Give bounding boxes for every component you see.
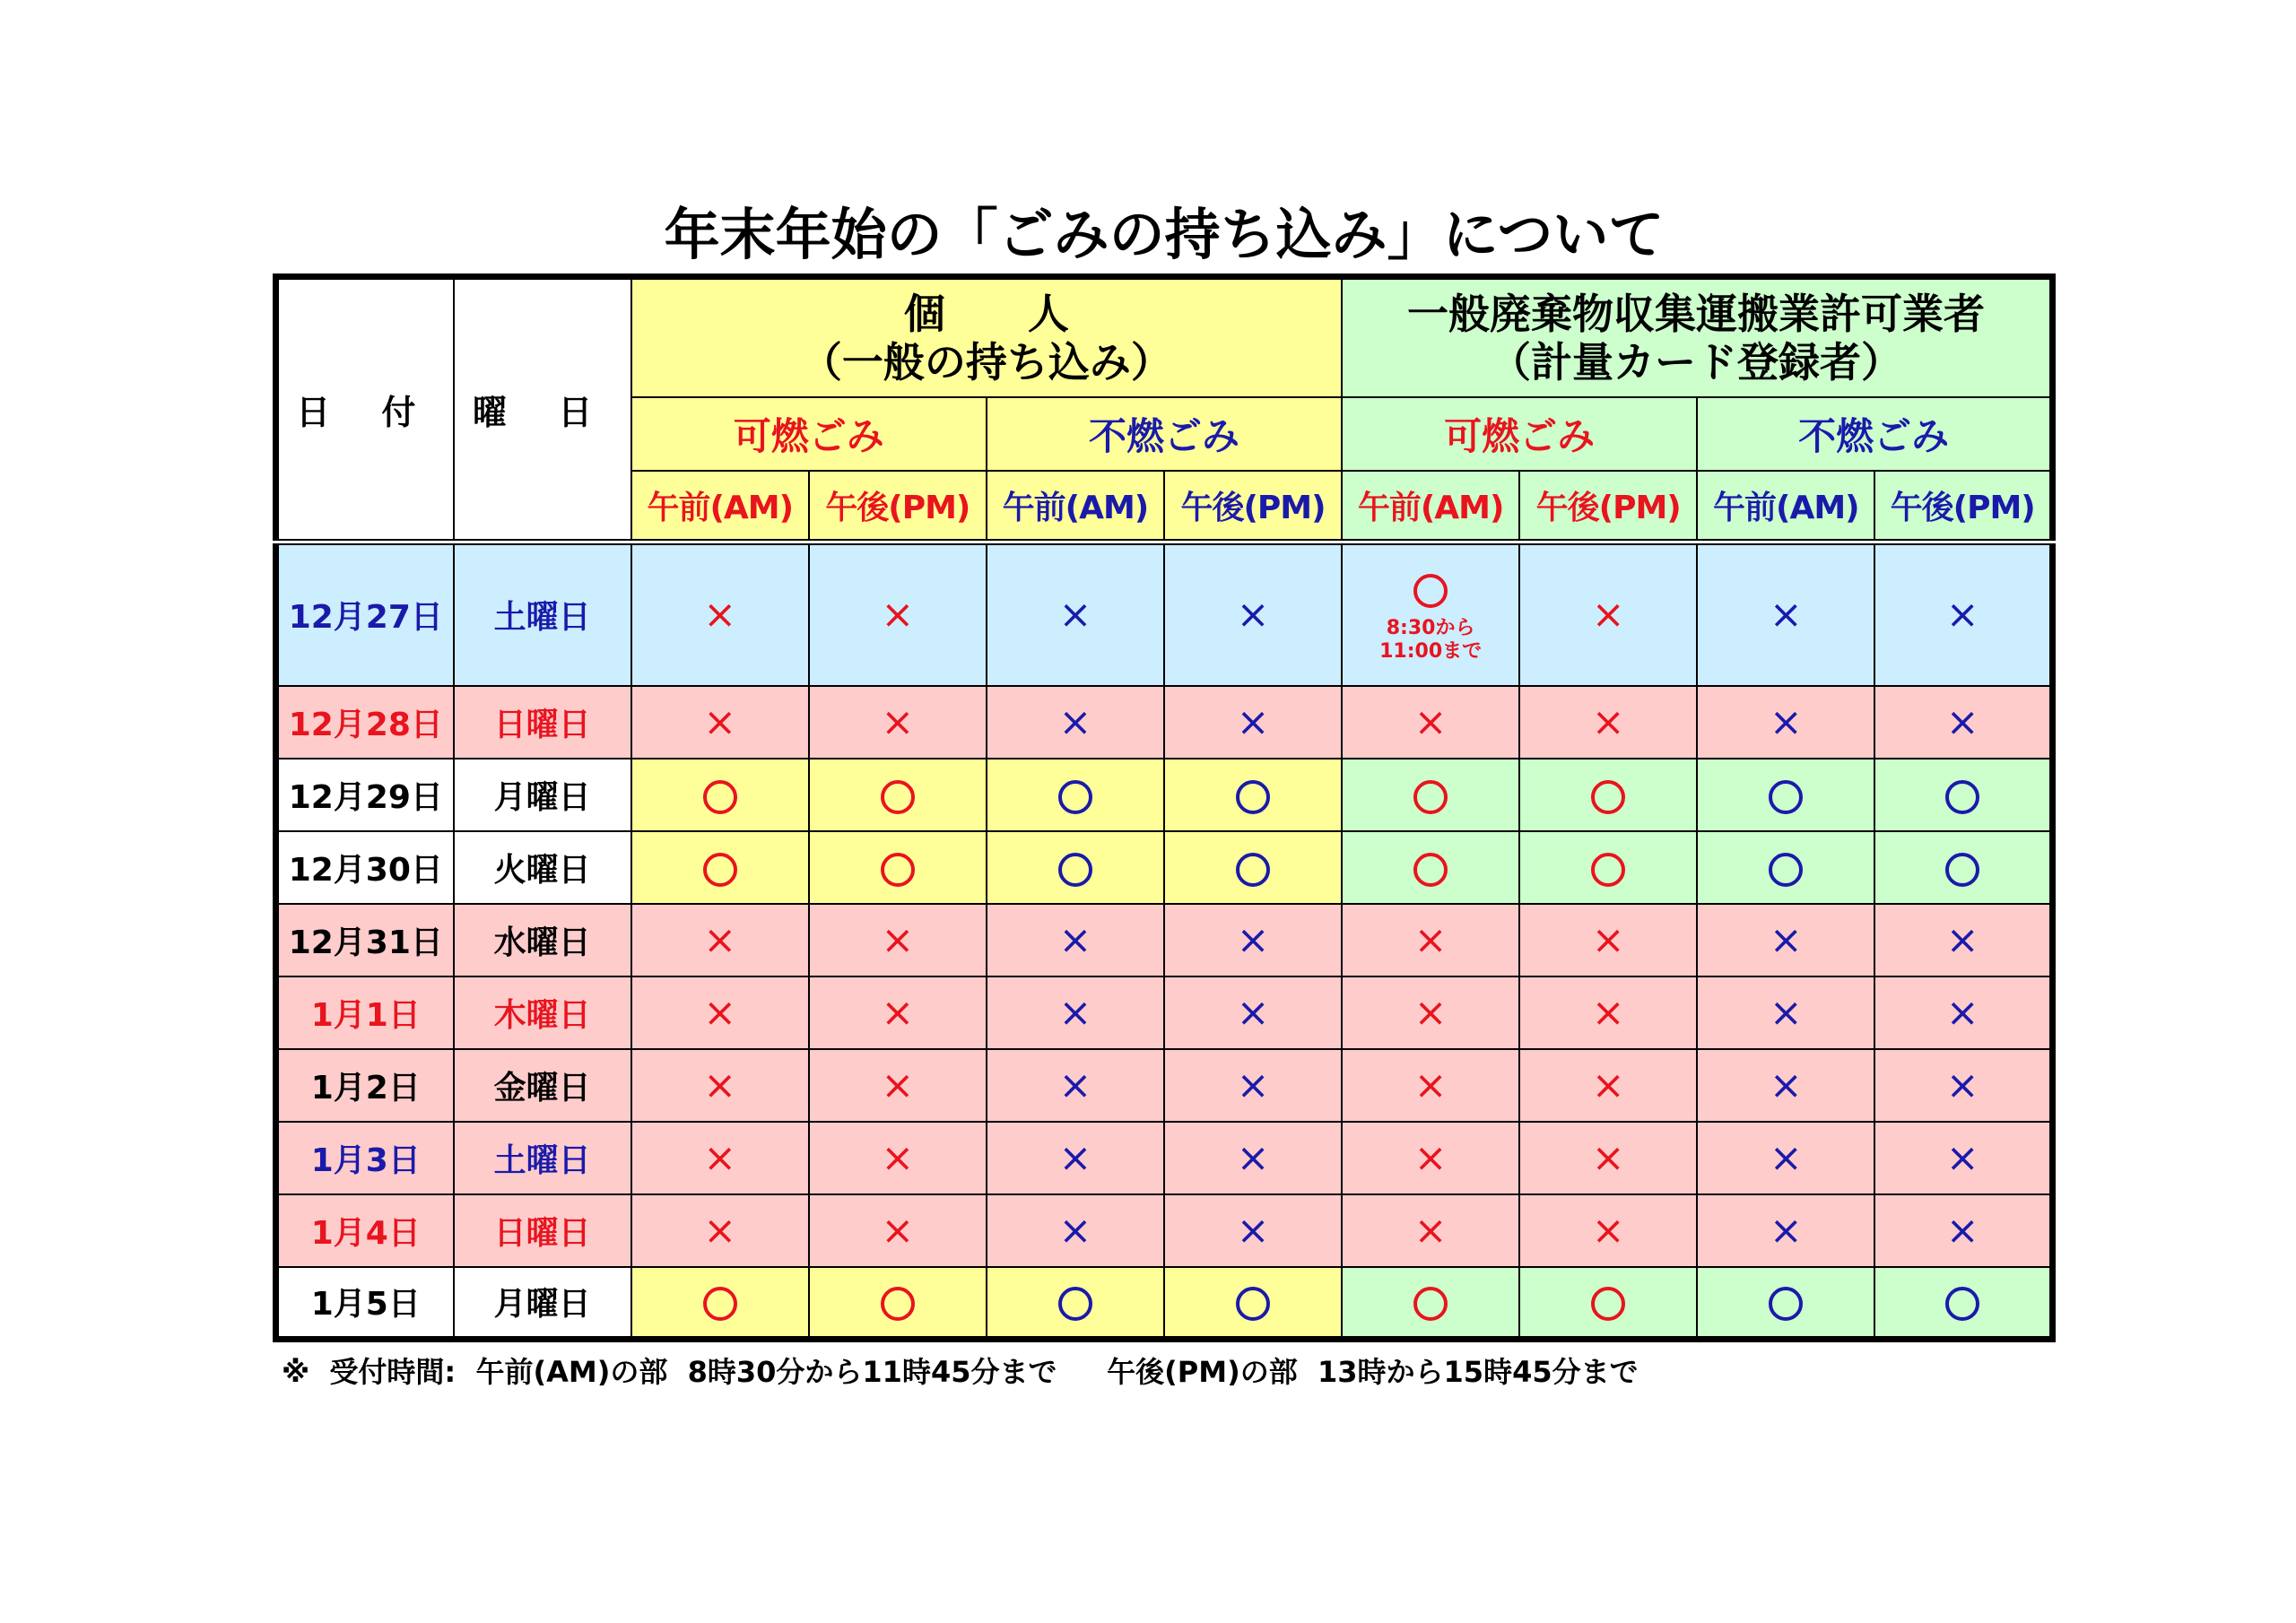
closed-x-icon: × [703,1062,737,1108]
day-cell: 土曜日 [454,1122,631,1194]
closed-mark-cell [1697,686,1874,759]
table-row [276,1049,2053,1122]
header-date: 日 付 [276,277,454,542]
closed-mark-cell [987,542,1164,686]
closed-x-icon: × [1236,592,1270,638]
header-ind-nonburn-am: 午前(AM) [987,471,1164,542]
open-mark-cell [631,759,809,831]
closed-x-icon: × [1769,1062,1803,1108]
closed-x-icon: × [1413,1062,1448,1108]
header-business-nonburnable: 不燃ごみ [1697,397,2052,471]
closed-x-icon: × [1591,1207,1625,1254]
header-individual [631,277,1342,397]
closed-mark-cell [1342,1194,1519,1267]
open-mark-cell [1164,831,1342,904]
closed-mark-cell [631,976,809,1049]
header-day: 曜 日 [454,277,631,542]
open-circle-icon [881,853,915,887]
header-business-burnable: 可燃ごみ [1342,397,1697,471]
closed-x-icon: × [1413,916,1448,963]
date-cell: 1月3日 [276,1122,454,1194]
table-row [276,904,2053,976]
open-mark-cell [1519,831,1697,904]
open-circle-icon [1058,1287,1092,1321]
closed-x-icon: × [1945,989,1979,1036]
closed-x-icon: × [1058,1207,1092,1254]
open-mark-cell [809,831,987,904]
closed-x-icon: × [1945,1134,1979,1181]
header-business [1342,277,2052,397]
closed-x-icon: × [881,989,915,1036]
table-row [276,1194,2053,1267]
closed-x-icon: × [703,989,737,1036]
open-circle-icon [1413,574,1448,608]
closed-x-icon: × [1058,592,1092,638]
date-cell: 1月4日 [276,1194,454,1267]
open-mark-cell [1697,759,1874,831]
open-mark-cell [1164,1267,1342,1340]
open-mark-cell [631,1267,809,1340]
open-mark-cell [987,1267,1164,1340]
closed-mark-cell [1342,1122,1519,1194]
header-individual-line2: （一般の持ち込み） [800,337,1172,386]
open-mark-cell [1697,1267,1874,1340]
open-circle-icon [1769,853,1803,887]
reception-hours-text: ※ 受付時間: 午前(AM)の部 8時30分から11時45分まで 午後(PM)の部 13時から15時45分まで [282,1355,1639,1389]
open-mark-cell [1342,831,1519,904]
day-cell: 木曜日 [454,976,631,1049]
closed-mark-cell [1697,542,1874,686]
closed-x-icon: × [703,1134,737,1181]
closed-x-icon: × [881,592,915,638]
closed-x-icon: × [1236,1207,1270,1254]
table-row [276,759,2053,831]
closed-x-icon: × [881,699,915,745]
closed-x-icon: × [1058,916,1092,963]
open-mark-cell [1874,759,2052,831]
closed-x-icon: × [1058,1062,1092,1108]
header-ind-burn-pm: 午後(PM) [809,471,987,542]
closed-x-icon: × [1769,989,1803,1036]
closed-x-icon: × [1058,1134,1092,1181]
closed-mark-cell [1519,1122,1697,1194]
header-biz-burn-am: 午前(AM) [1342,471,1519,542]
special-hours-start: 8:30から [1386,617,1475,640]
open-circle-icon [1236,1287,1270,1321]
closed-mark-cell [809,542,987,686]
closed-mark-cell [1519,686,1697,759]
date-cell: 1月2日 [276,1049,454,1122]
closed-x-icon: × [1591,699,1625,745]
header-biz-nonburn-am: 午前(AM) [1697,471,1874,542]
closed-mark-cell [631,686,809,759]
header-business-line2: （計量カード登録者） [1490,337,1903,386]
closed-x-icon: × [881,1207,915,1254]
open-circle-icon [1413,1287,1448,1321]
closed-x-icon: × [1058,699,1092,745]
closed-mark-cell [809,1194,987,1267]
closed-x-icon: × [1236,1134,1270,1181]
table-row [276,831,2053,904]
closed-x-icon: × [703,699,737,745]
closed-mark-cell [987,1122,1164,1194]
schedule-table [273,273,2056,1342]
open-circle-icon [1945,780,1979,814]
closed-mark-cell [1874,1049,2052,1122]
day-cell: 金曜日 [454,1049,631,1122]
closed-mark-cell [1874,976,2052,1049]
closed-mark-cell [1697,904,1874,976]
closed-mark-cell [1519,1194,1697,1267]
open-mark-cell [1697,831,1874,904]
closed-x-icon: × [1769,699,1803,745]
open-circle-icon [881,1287,915,1321]
closed-x-icon: × [1413,699,1448,745]
open-circle-icon [1236,780,1270,814]
table-row [276,1122,2053,1194]
closed-x-icon: × [881,1134,915,1181]
closed-mark-cell [1874,904,2052,976]
header-individual-line1: 個 人 [903,289,1069,338]
closed-x-icon: × [1413,1134,1448,1181]
day-cell: 日曜日 [454,1194,631,1267]
closed-mark-cell [1519,542,1697,686]
open-circle-icon [1945,853,1979,887]
closed-x-icon: × [1945,699,1979,745]
closed-x-icon: × [1945,916,1979,963]
header-biz-burn-pm: 午後(PM) [1519,471,1697,542]
open-circle-icon [1413,780,1448,814]
header-ind-burn-am: 午前(AM) [631,471,809,542]
open-circle-icon [1769,780,1803,814]
date-cell: 12月29日 [276,759,454,831]
closed-x-icon: × [1236,916,1270,963]
open-mark-cell [987,831,1164,904]
closed-mark-cell [1164,542,1342,686]
open-mark-cell [809,1267,987,1340]
date-cell: 1月1日 [276,976,454,1049]
header-individual-nonburnable: 不燃ごみ [987,397,1342,471]
open-circle-icon [1591,780,1625,814]
date-cell: 12月28日 [276,686,454,759]
day-cell: 月曜日 [454,1267,631,1340]
header-individual-burnable: 可燃ごみ [631,397,987,471]
day-cell: 土曜日 [454,542,631,686]
closed-mark-cell [1519,976,1697,1049]
open-circle-icon [703,780,737,814]
open-circle-icon [1413,853,1448,887]
closed-x-icon: × [1591,1062,1625,1108]
open-circle-icon [1945,1287,1979,1321]
date-cell: 12月30日 [276,831,454,904]
header-business-line1: 一般廃棄物収集運搬業許可業者 [1407,289,1986,338]
closed-x-icon: × [1769,1207,1803,1254]
table-row [276,1267,2053,1340]
closed-mark-cell [809,1122,987,1194]
closed-mark-cell [1164,686,1342,759]
closed-mark-cell [1519,904,1697,976]
open-circle-icon [1236,853,1270,887]
closed-mark-cell [809,1049,987,1122]
open-circle-icon [1591,1287,1625,1321]
closed-mark-cell [1342,1049,1519,1122]
open-circle-icon [1769,1287,1803,1321]
closed-mark-cell [1697,1122,1874,1194]
open-mark-cell [1874,831,2052,904]
closed-mark-cell [631,1194,809,1267]
closed-mark-cell [1874,686,2052,759]
closed-x-icon: × [1236,1062,1270,1108]
closed-x-icon: × [1413,1207,1448,1254]
open-circle-icon [881,780,915,814]
closed-x-icon: × [1591,1134,1625,1181]
open-mark-cell [987,759,1164,831]
header-ind-nonburn-pm: 午後(PM) [1164,471,1342,542]
closed-mark-cell [1697,1194,1874,1267]
open-mark-cell [1342,1267,1519,1340]
closed-mark-cell [1164,1049,1342,1122]
open-mark-cell [1519,759,1697,831]
closed-x-icon: × [1058,989,1092,1036]
closed-x-icon: × [1945,592,1979,638]
closed-mark-cell [1697,1049,1874,1122]
open-mark-cell [1519,1267,1697,1340]
closed-mark-cell [1874,1194,2052,1267]
open-circle-icon [1058,780,1092,814]
closed-mark-cell [1164,1122,1342,1194]
closed-x-icon: × [881,916,915,963]
date-cell: 12月31日 [276,904,454,976]
open-mark-cell [809,759,987,831]
header-biz-nonburn-pm: 午後(PM) [1874,471,2052,542]
closed-mark-cell [1342,686,1519,759]
closed-mark-cell [987,904,1164,976]
closed-mark-cell [631,1049,809,1122]
closed-x-icon: × [703,916,737,963]
open-mark-cell [1342,542,1519,686]
closed-x-icon: × [1236,989,1270,1036]
closed-mark-cell [1164,976,1342,1049]
closed-mark-cell [1342,976,1519,1049]
closed-mark-cell [1342,904,1519,976]
schedule-body [276,542,2053,1340]
closed-mark-cell [987,1049,1164,1122]
open-circle-icon [1058,853,1092,887]
closed-x-icon: × [1591,592,1625,638]
open-circle-icon [703,853,737,887]
date-cell: 12月27日 [276,542,454,686]
closed-x-icon: × [703,1207,737,1254]
closed-mark-cell [1519,1049,1697,1122]
closed-mark-cell [809,976,987,1049]
closed-x-icon: × [703,592,737,638]
closed-x-icon: × [1945,1062,1979,1108]
closed-mark-cell [987,1194,1164,1267]
closed-x-icon: × [1769,916,1803,963]
day-cell: 火曜日 [454,831,631,904]
closed-mark-cell [1164,904,1342,976]
closed-mark-cell [809,904,987,976]
special-hours-end: 11:00まで [1379,640,1483,664]
day-cell: 水曜日 [454,904,631,976]
closed-mark-cell [1164,1194,1342,1267]
open-mark-cell [1164,759,1342,831]
date-cell: 1月5日 [276,1267,454,1340]
reception-hours-note [282,1350,1639,1391]
closed-mark-cell [631,1122,809,1194]
closed-x-icon: × [1769,1134,1803,1181]
table-row [276,542,2053,686]
closed-x-icon: × [1591,916,1625,963]
page-title: 年末年始の「ごみの持ち込み」について [664,202,1665,267]
closed-mark-cell [1697,976,1874,1049]
closed-x-icon: × [1591,989,1625,1036]
open-circle-icon [1591,853,1625,887]
open-circle-icon [703,1287,737,1321]
open-mark-cell [1874,1267,2052,1340]
open-mark-cell [631,831,809,904]
closed-x-icon: × [1769,592,1803,638]
open-mark-cell [1342,759,1519,831]
closed-x-icon: × [881,1062,915,1108]
table-row [276,686,2053,759]
schedule-table-container [273,273,2056,1342]
closed-x-icon: × [1413,989,1448,1036]
closed-mark-cell [987,976,1164,1049]
closed-mark-cell [1874,542,2052,686]
day-cell: 日曜日 [454,686,631,759]
closed-x-icon: × [1945,1207,1979,1254]
closed-mark-cell [1874,1122,2052,1194]
table-row [276,976,2053,1049]
closed-mark-cell [809,686,987,759]
closed-mark-cell [631,904,809,976]
closed-mark-cell [631,542,809,686]
day-cell: 月曜日 [454,759,631,831]
closed-mark-cell [987,686,1164,759]
closed-x-icon: × [1236,699,1270,745]
